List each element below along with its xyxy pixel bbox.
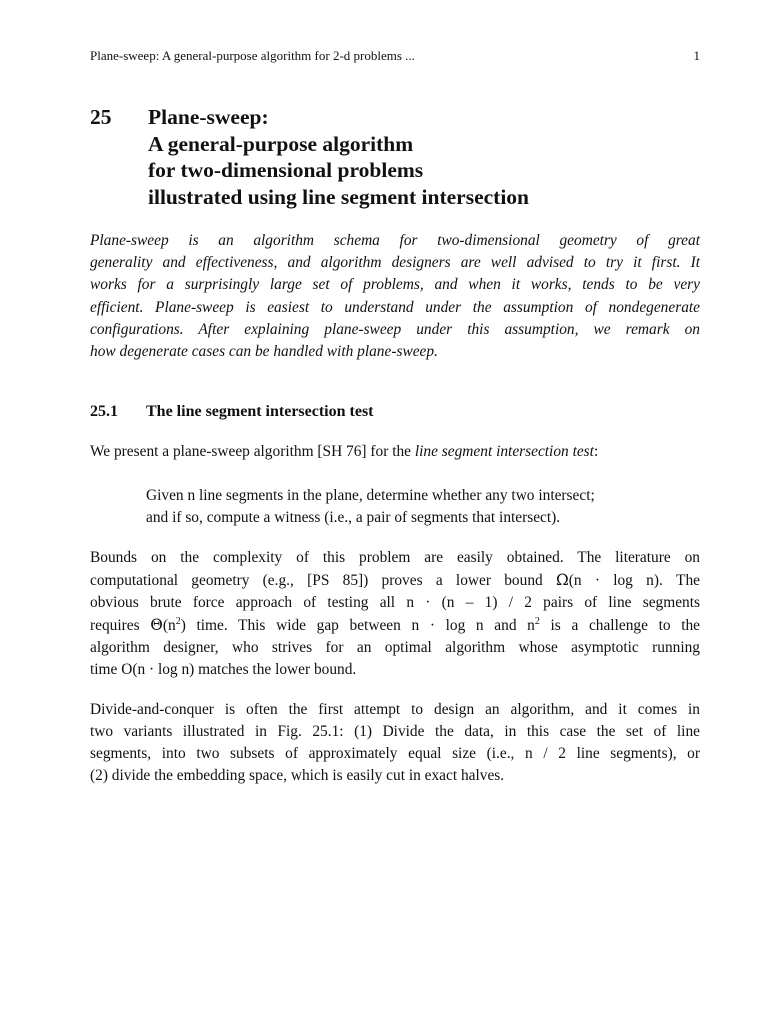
chapter-title-line: Plane-sweep:	[148, 105, 269, 129]
intro-punct: :	[593, 443, 599, 460]
intro-text: We present a plane-sweep algorithm [SH 76] for the	[90, 443, 415, 460]
bounds-text: (n · log n). The	[568, 572, 700, 589]
divide-line: Divide-and-conquer is often the first attempt to design an algorithm, and it comes in	[90, 701, 700, 718]
bounds-text: ) time. This wide gap between n · log n and n	[180, 617, 535, 634]
abstract-line: configurations. After explaining plane-sweep under this assumption, we remark on	[90, 320, 700, 338]
bounds-line: algorithm designer, who strives for an optimal algorithm whose asymptotic running	[90, 639, 700, 656]
section-heading	[90, 401, 374, 423]
abstract-line: how degenerate cases can be handled with plane-sweep.	[90, 343, 438, 361]
problem-line: and if so, compute a witness (i.e., a pair of segments that intersect).	[146, 509, 561, 526]
chapter-number: 25	[90, 105, 112, 129]
bounds-text: computational geometry (e.g., [PS 85]) proves a lower bound	[90, 572, 556, 589]
bounds-line	[90, 614, 700, 637]
abstract-line: Plane-sweep is an algorithm schema for two-dimensional geometry of great	[90, 232, 700, 249]
divide-paragraph	[90, 699, 700, 787]
abstract-line: works for a surprisingly large set of problems, and when it works, tends to be very	[90, 276, 700, 294]
problem-statement	[146, 485, 686, 529]
superscript: 2	[175, 616, 181, 627]
divide-line: two variants illustrated in Fig. 25.1: (1) Divide the data, in this case the set of line	[90, 723, 700, 740]
intro-paragraph	[90, 441, 700, 463]
abstract-line: efficient. Plane-sweep is easiest to understand under the assumption of nondegenerate	[90, 298, 700, 316]
bounds-line: obvious brute force approach of testing all n · (n – 1) / 2 pairs of line segments	[90, 594, 700, 611]
page-number: 1	[693, 48, 700, 63]
bounds-text: (n	[162, 617, 176, 634]
abstract-paragraph	[90, 230, 700, 363]
section-number: 25.1	[90, 403, 118, 420]
abstract-line: generality and effectiveness, and algorithm designers are well advised to try it first. It	[90, 254, 700, 272]
chapter-title-line: for two-dimensional problems	[148, 158, 424, 182]
running-header	[90, 46, 700, 66]
bounds-line: Bounds on the complexity of this problem are easily obtained. The literature on	[90, 549, 700, 566]
superscript: 2	[534, 616, 540, 627]
omega-symbol: Ω	[555, 571, 569, 589]
intro-term: line segment intersection test	[414, 443, 594, 460]
bounds-line	[90, 569, 700, 592]
bounds-paragraph	[90, 547, 700, 681]
divide-line: (2) divide the embedding space, which is easily cut in exact halves.	[90, 767, 505, 784]
bounds-text: requires	[90, 617, 151, 634]
section-title: The line segment intersection test	[146, 403, 374, 420]
running-title: Plane-sweep: A general-purpose algorithm for 2-d problems ...	[90, 48, 415, 63]
chapter-title-line: A general-purpose algorithm	[148, 131, 414, 156]
chapter-title	[148, 104, 708, 210]
bounds-line: time O(n · log n) matches the lower bound.	[90, 661, 357, 678]
bounds-text: is a challenge to the	[539, 617, 701, 634]
theta-symbol: Θ	[150, 616, 163, 634]
intro-line	[90, 441, 700, 463]
divide-line: segments, into two subsets of approximately equal size (i.e., n / 2 line segments), or	[90, 745, 700, 762]
problem-line: Given n line segments in the plane, determine whether any two intersect;	[146, 487, 595, 504]
chapter-title-line: illustrated using line segment intersection	[148, 184, 530, 209]
